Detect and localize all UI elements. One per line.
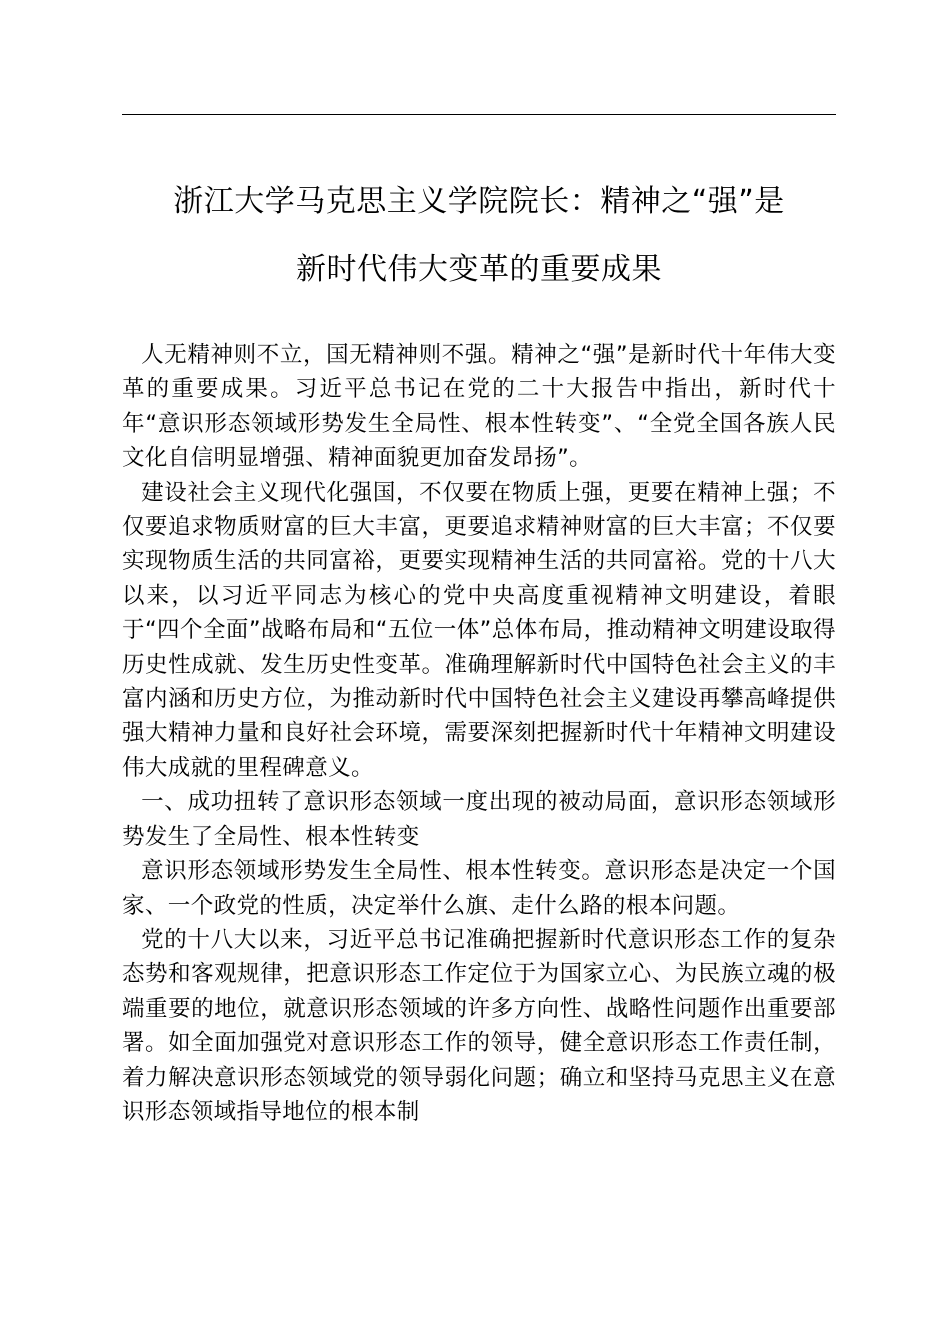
paragraph-2: 建设社会主义现代化强国，不仅要在物质上强，更要在精神上强；不仅要追求物质财富的巨大丰富，更要追求精神财富的巨大丰富；不仅要实现物质生活的共同富裕，更要实现精神生活的共同富裕。党的十八大以来，以习近平同志为核心的党中央高度重视精神文明建设，着眼于“四个全面”战略布局和“五位一体”总体布局，推动精神文明建设取得历史性成就、发生历史性变革。准确理解新时代中国特色社会主义的丰富内涵和历史方位，为推动新时代中国特色社会主义建设再攀高峰提供强大精神力量和良好社会环境，需要深刻把握新时代十年精神文明建设伟大成就的里程碑意义。 [122, 479, 836, 781]
document-title [122, 168, 836, 304]
paragraph-4: 党的十八大以来，习近平总书记准确把握新时代意识形态工作的复杂态势和客观规律，把意识形态工作定位于为国家立心、为民族立魂的极端重要的地位，就意识形态领域的许多方向性、战略性问题作出重要部署。如全面加强党对意识形态工作的领导，健全意识形态工作责任制，着力解决意识形态领域党的领导弱化问题；确立和坚持马克思主义在意识形态领域指导地位的根本制 [122, 926, 836, 1125]
title-line-2: 新时代伟大变革的重要成果 [296, 252, 662, 287]
header-rule [122, 114, 836, 115]
document-body [122, 338, 836, 1129]
paragraph-3: 意识形态领域形势发生全局性、根本性转变。意识形态是决定一个国家、一个政党的性质，决定举什么旗、走什么路的根本问题。 [122, 858, 836, 919]
section-heading-1: 一、成功扭转了意识形态领域一度出现的被动局面，意识形态领域形势发生了全局性、根本性转变 [122, 789, 836, 850]
paragraph-1: 人无精神则不立，国无精神则不强。精神之“强”是新时代十年伟大变革的重要成果。习近平总书记在党的二十大报告中指出，新时代十年“意识形态领域形势发生全局性、根本性转变”、“全党全国各族人民文化自信明显增强、精神面貌更加奋发昂扬”。 [122, 342, 836, 472]
title-line-1: 浙江大学马克思主义学院院长：精神之“强”是 [173, 184, 785, 219]
